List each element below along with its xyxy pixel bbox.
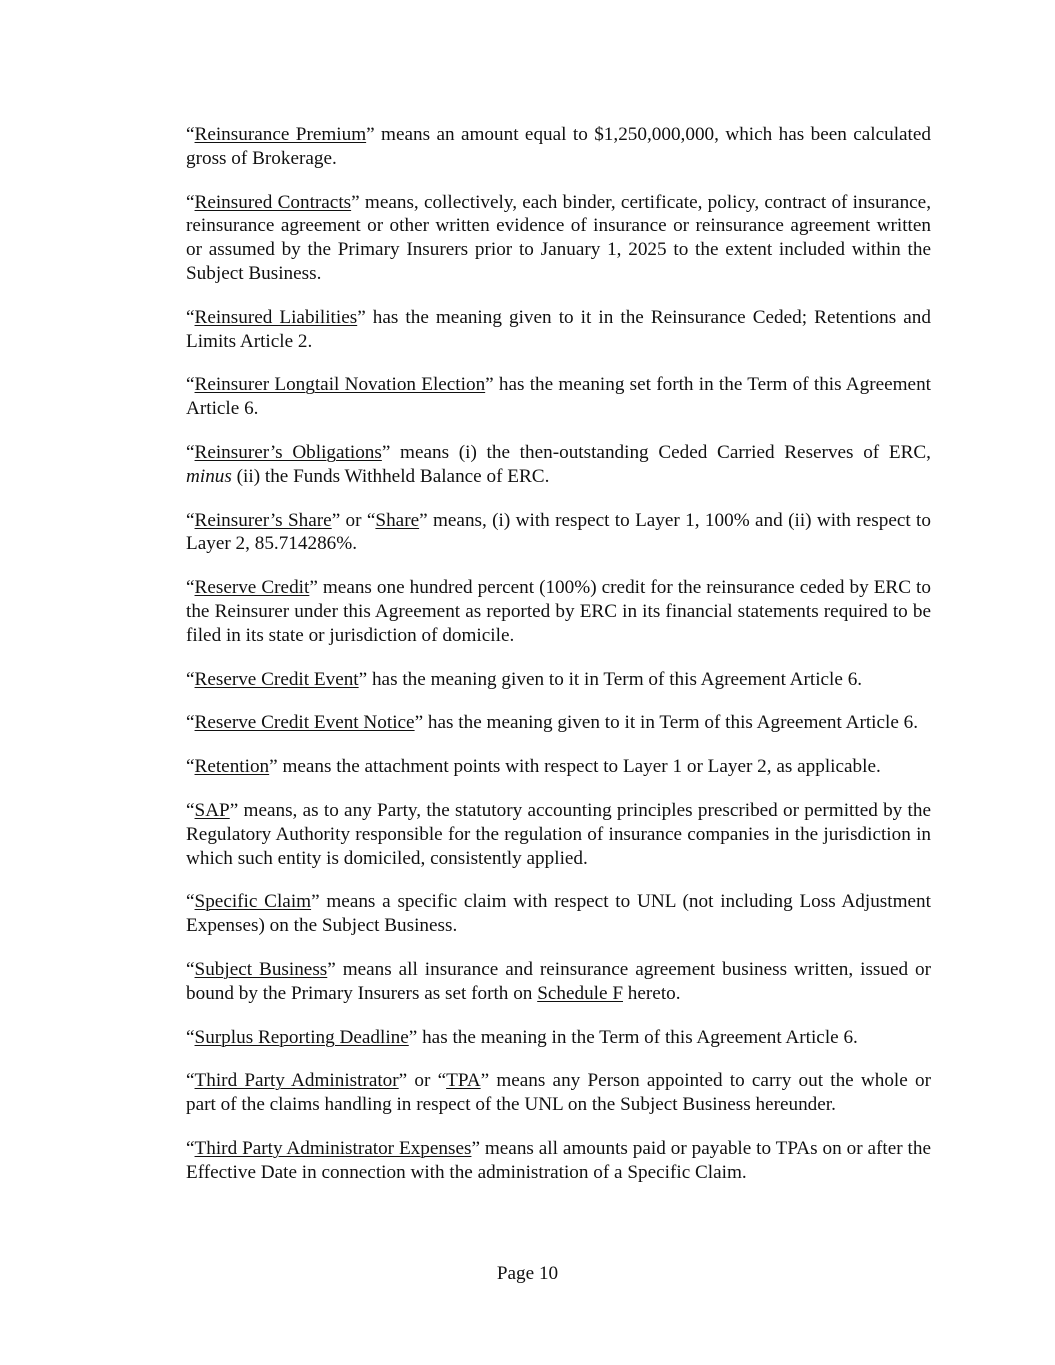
definition-text: ” means, as to any Party, the statutory accounting principles prescribed or permitted by the Regulatory Authority responsible for the regulation of insurance companies in the jurisdiction in which such entity is domiciled, consistently applied. <box>186 799 931 869</box>
definition-text: “ <box>186 441 195 463</box>
defined-term: Reserve Credit <box>194 577 310 599</box>
definition-text: “ <box>186 958 195 980</box>
defined-term: TPA <box>446 1070 481 1092</box>
definition-paragraph <box>186 890 931 938</box>
definition-text: “ <box>186 191 195 213</box>
defined-term: Subject Business <box>194 958 328 980</box>
definition-text: “ <box>186 124 195 145</box>
definition-text: “ <box>186 1026 195 1048</box>
definition-text: ” means a specific claim with respect to UNL (not including Loss Adjustment Expenses) on the Subject Business. <box>186 891 931 937</box>
definition-text: ” means an amount equal to $1,250,000,000, which has been calculated gross of Brokerage. <box>186 124 932 169</box>
definition-paragraph <box>186 306 931 354</box>
definition-text: ” means any Person appointed to carry out the whole or part of the claims handling in respect of the UNL on the Subject Business hereunder. <box>186 1070 931 1116</box>
definition-text: “ <box>186 1137 195 1159</box>
definition-text: “ <box>186 799 195 821</box>
defined-term: Reinsurer Longtail Novation Election <box>194 374 486 396</box>
defined-term: Share <box>375 509 420 531</box>
definition-text: ” means all amounts paid or payable to TPAs on or after the Effective Date in connection with the administration of a Specific Claim. <box>186 1137 931 1183</box>
defined-term: Reserve Credit Event <box>194 668 359 690</box>
definition-text: ” has the meaning set forth in the Term of this Agreement Article 6. <box>186 374 931 420</box>
defined-term: Reinsurer’s Obligations <box>194 441 382 463</box>
italic-text: minus <box>186 465 232 487</box>
definition-text: “ <box>186 891 195 913</box>
definition-text: “ <box>186 374 195 396</box>
definition-text: ” has the meaning in the Term of this Agreement Article 6. <box>408 1026 858 1048</box>
definition-text: ” means one hundred percent (100%) credit for the reinsurance ceded by ERC to the Reinsurer under this Agreement as reported by ERC in its financial statements required to be filed in its state or jurisdiction of domicile. <box>186 577 931 646</box>
definition-text: ” means, collectively, each binder, certificate, policy, contract of insurance, reinsurance agreement or other written evidence of insurance or reinsurance agreement written or assumed by the Primary Insurers prior to January 1, 2025 to the extent included within the Subject Business. <box>186 191 931 284</box>
definition-text: “ <box>186 577 195 599</box>
definition-paragraph <box>186 799 931 870</box>
definition-paragraph <box>186 958 931 1006</box>
defined-term: Third Party Administrator Expenses <box>194 1137 472 1159</box>
definition-text: “ <box>186 1070 195 1092</box>
defined-term: Reinsurance Premium <box>194 124 367 145</box>
definition-paragraph <box>186 711 931 735</box>
definition-paragraph <box>186 123 931 171</box>
definitions-list <box>186 123 931 1205</box>
definition-text: ” means, (i) with respect to Layer 1, 100% and (ii) with respect to Layer 2, 85.714286%. <box>186 509 931 555</box>
definition-text: ” means all insurance and reinsurance agreement business written, issued or bound by the Primary Insurers as set forth on <box>186 958 931 1004</box>
definition-text: ” has the meaning given to it in Term of this Agreement Article 6. <box>414 712 919 734</box>
definition-paragraph <box>186 1069 931 1117</box>
definition-text: “ <box>186 306 195 328</box>
definition-paragraph <box>186 668 931 692</box>
defined-term: Schedule F <box>537 982 623 1004</box>
definition-text: ” has the meaning given to it in Term of this Agreement Article 6. <box>358 668 863 690</box>
definition-paragraph <box>186 1026 931 1050</box>
definition-paragraph <box>186 191 931 286</box>
definition-text: ” means the attachment points with respect to Layer 1 or Layer 2, as applicable. <box>269 756 881 778</box>
defined-term: SAP <box>194 799 230 821</box>
definition-paragraph <box>186 509 931 557</box>
definition-text: (ii) the Funds Withheld Balance of ERC. <box>231 465 550 487</box>
definition-text: ” or “ <box>398 1070 447 1092</box>
definition-paragraph <box>186 373 931 421</box>
definition-text: “ <box>186 668 195 690</box>
defined-term: Specific Claim <box>194 891 312 913</box>
definition-text: “ <box>186 712 195 734</box>
defined-term: Surplus Reporting Deadline <box>194 1026 409 1048</box>
defined-term: Retention <box>194 756 270 778</box>
defined-term: Reinsured Contracts <box>194 191 352 213</box>
definition-text: “ <box>186 509 195 531</box>
definition-text: ” means (i) the then-outstanding Ceded Carried Reserves of ERC, <box>381 441 931 463</box>
definition-text: “ <box>186 756 195 778</box>
definition-paragraph <box>186 1137 931 1185</box>
definition-paragraph <box>186 755 931 779</box>
defined-term: Third Party Administrator <box>194 1070 399 1092</box>
definition-paragraph <box>186 441 931 489</box>
definition-text: hereto. <box>623 982 681 1004</box>
defined-term: Reinsured Liabilities <box>194 306 358 328</box>
definition-text: ” has the meaning given to it in the Reinsurance Ceded; Retentions and Limits Article 2. <box>186 306 931 352</box>
defined-term: Reserve Credit Event Notice <box>194 712 415 734</box>
definition-text: ” or “ <box>331 509 376 531</box>
page-number: Page 10 <box>496 1263 559 1284</box>
defined-term: Reinsurer’s Share <box>194 509 332 531</box>
definition-paragraph <box>186 576 931 647</box>
